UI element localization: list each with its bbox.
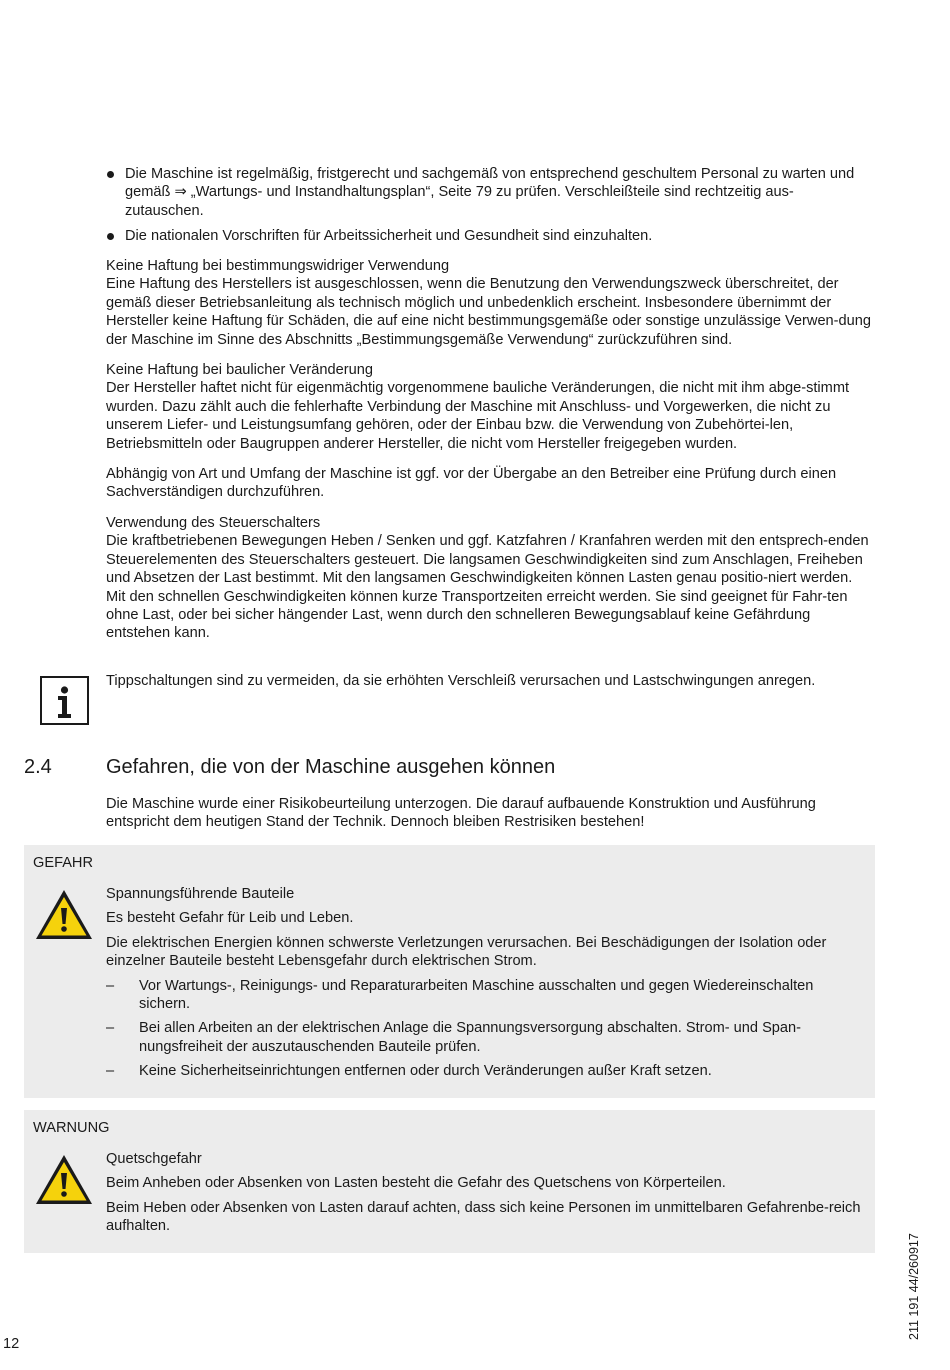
danger-panel: [24, 845, 875, 1098]
bullet-dot-icon: [107, 233, 114, 240]
dash-marker: –: [106, 1020, 115, 1037]
warning-triangle-icon: [33, 887, 95, 942]
bullet-text: Die nationalen Vorschriften für Arbeitssicherheit und Gesundheit sind einzuhalten.: [125, 228, 653, 244]
warning-triangle-icon: [33, 1152, 95, 1207]
control-switch-section: [106, 514, 876, 643]
warning-subtitle: Beim Anheben oder Absenken von Lasten besteht die Gefahr des Quetschens von Körperteilen.: [106, 1175, 726, 1192]
dash-marker: –: [106, 977, 115, 994]
liability-misuse-section: [106, 257, 876, 349]
dash-marker: –: [106, 1063, 115, 1080]
section-text: Abhängig von Art und Umfang der Maschine ist ggf. vor der Übergabe an den Betreiber eine Prüfung durch einen Sachverständigen durchzuführen.: [106, 466, 837, 501]
section-text: Die kraftbetriebenen Bewegungen Heben / Senken und ggf. Katzfahren / Kranfahren werden mit den entsprech-enden Steuerelementen des Steuerschalters gesteuert. Die langsamen Geschwindigkeiten sind zum Anschlagen, Freiheben und Absetzen der Last bestimmt. Mit den langsamen Geschwindigkeiten können Lasten genau positio-niert werden.: [106, 533, 869, 587]
bullet-dot-icon: [107, 171, 114, 178]
inspection-paragraph: [106, 465, 876, 502]
danger-subtitle: Es besteht Gefahr für Leib und Leben.: [106, 910, 354, 927]
document-code: 211 191 44/260917: [907, 1233, 921, 1340]
info-note-text: Tippschaltungen sind zu vermeiden, da sie erhöhten Verschleiß verursachen und Lastschwingungen anregen.: [106, 673, 816, 689]
info-icon: [40, 676, 89, 725]
section-text: Der Hersteller haftet nicht für eigenmächtig vorgenommene bauliche Veränderungen, die nicht mit ihm abge-stimmt wurden. Dazu zählt auch die fehlerhafte Verbindung der Maschine mit Anschluss- und Vorgewerken, die nicht zu unserem Liefer- und Leistungsumfang gehören, oder der Einbau bzw. die Verwendung von Zubehörtei-len, Betriebsmitteln oder Baugruppen anderer Hersteller, die nicht vom Hersteller freigegeben wurden.: [106, 380, 850, 452]
danger-label: GEFAHR: [33, 855, 94, 871]
danger-body: [106, 885, 866, 1081]
section-heading: Verwendung des Steuerschalters: [106, 515, 321, 531]
info-note: [106, 672, 876, 690]
list-item: [106, 1019, 866, 1056]
warning-label: WARNUNG: [33, 1120, 110, 1136]
list-item-text: Vor Wartungs-, Reinigungs- und Reparaturarbeiten Maschine ausschalten und gegen Wiedereinschalten sichern.: [139, 977, 814, 1013]
list-item-text: Bei allen Arbeiten an der elektrischen Anlage die Spannungsversorgung abschalten. Strom- und Span-nungsfreiheit der auszutauschenden Bauteile prüfen.: [139, 1020, 802, 1055]
warning-panel: [24, 1110, 875, 1253]
chapter-intro: [106, 795, 876, 832]
liability-modification-section: [106, 361, 876, 453]
danger-title: Spannungsführende Bauteile: [106, 886, 295, 902]
list-item: [106, 977, 866, 1014]
warning-title: Quetschgefahr: [106, 1151, 202, 1167]
warning-text: Beim Heben oder Absenken von Lasten darauf achten, dass sich keine Personen im unmittelbaren Gefahrenbe-reich aufhalten.: [106, 1199, 861, 1235]
warning-body: [106, 1150, 866, 1236]
list-item-text: Keine Sicherheitseinrichtungen entfernen oder durch Veränderungen außer Kraft setzen.: [139, 1063, 712, 1080]
section-text: Mit den schnellen Geschwindigkeiten können kurze Transportzeiten erreicht werden. Sie sind geeignet für Fahr-ten ohne Last, oder bei sicher hängender Last, wenn durch den schnelleren Bewegungsablauf keine Gefährdung entstehen kann.: [106, 588, 848, 642]
bullet-text: Die Maschine ist regelmäßig, fristgerecht und sachgemäß von entsprechend geschultem Personal zu warten und gemäß ⇒ „Wartungs- und Instandhaltungsplan“, Seite 79 zu prüfen. Verschleißteile sind rechtzeitig aus-zutauschen.: [125, 166, 855, 219]
section-heading: Keine Haftung bei baulicher Veränderung: [106, 362, 373, 378]
list-item: [106, 1062, 866, 1080]
chapter-intro-text: Die Maschine wurde einer Risikobeurteilung unterzogen. Die darauf aufbauende Konstruktion und Ausführung entspricht dem heutigen Stand der Technik. Dennoch bleiben Restrisiken bestehen!: [106, 796, 816, 831]
section-text: Eine Haftung des Herstellers ist ausgeschlossen, wenn die Benutzung den Verwendungszweck überschreitet, der gemäß dieser Betriebsanleitung als technisch möglich und unbedenklich erscheint. Insbesondere übernimmt der Hersteller keine Haftung für Schäden, die auf eine nicht bestimmungsgemäße oder sonstige unzulässige Verwen-dung der Maschine im Sinne des Abschnitts „Bestimmungsgemäße Verwendung“ zurückzuführen sind.: [106, 276, 871, 348]
page-number: 12: [3, 1336, 20, 1352]
chapter-title: Gefahren, die von der Maschine ausgehen können: [106, 756, 556, 778]
danger-text: Die elektrischen Energien können schwerste Verletzungen verursachen. Bei Beschädigungen der Isolation oder einzelner Bauteile besteht Lebensgefahr durch elektrischen Strom.: [106, 934, 827, 970]
chapter-number: 2.4: [24, 756, 52, 778]
section-heading: Keine Haftung bei bestimmungswidriger Verwendung: [106, 258, 450, 274]
